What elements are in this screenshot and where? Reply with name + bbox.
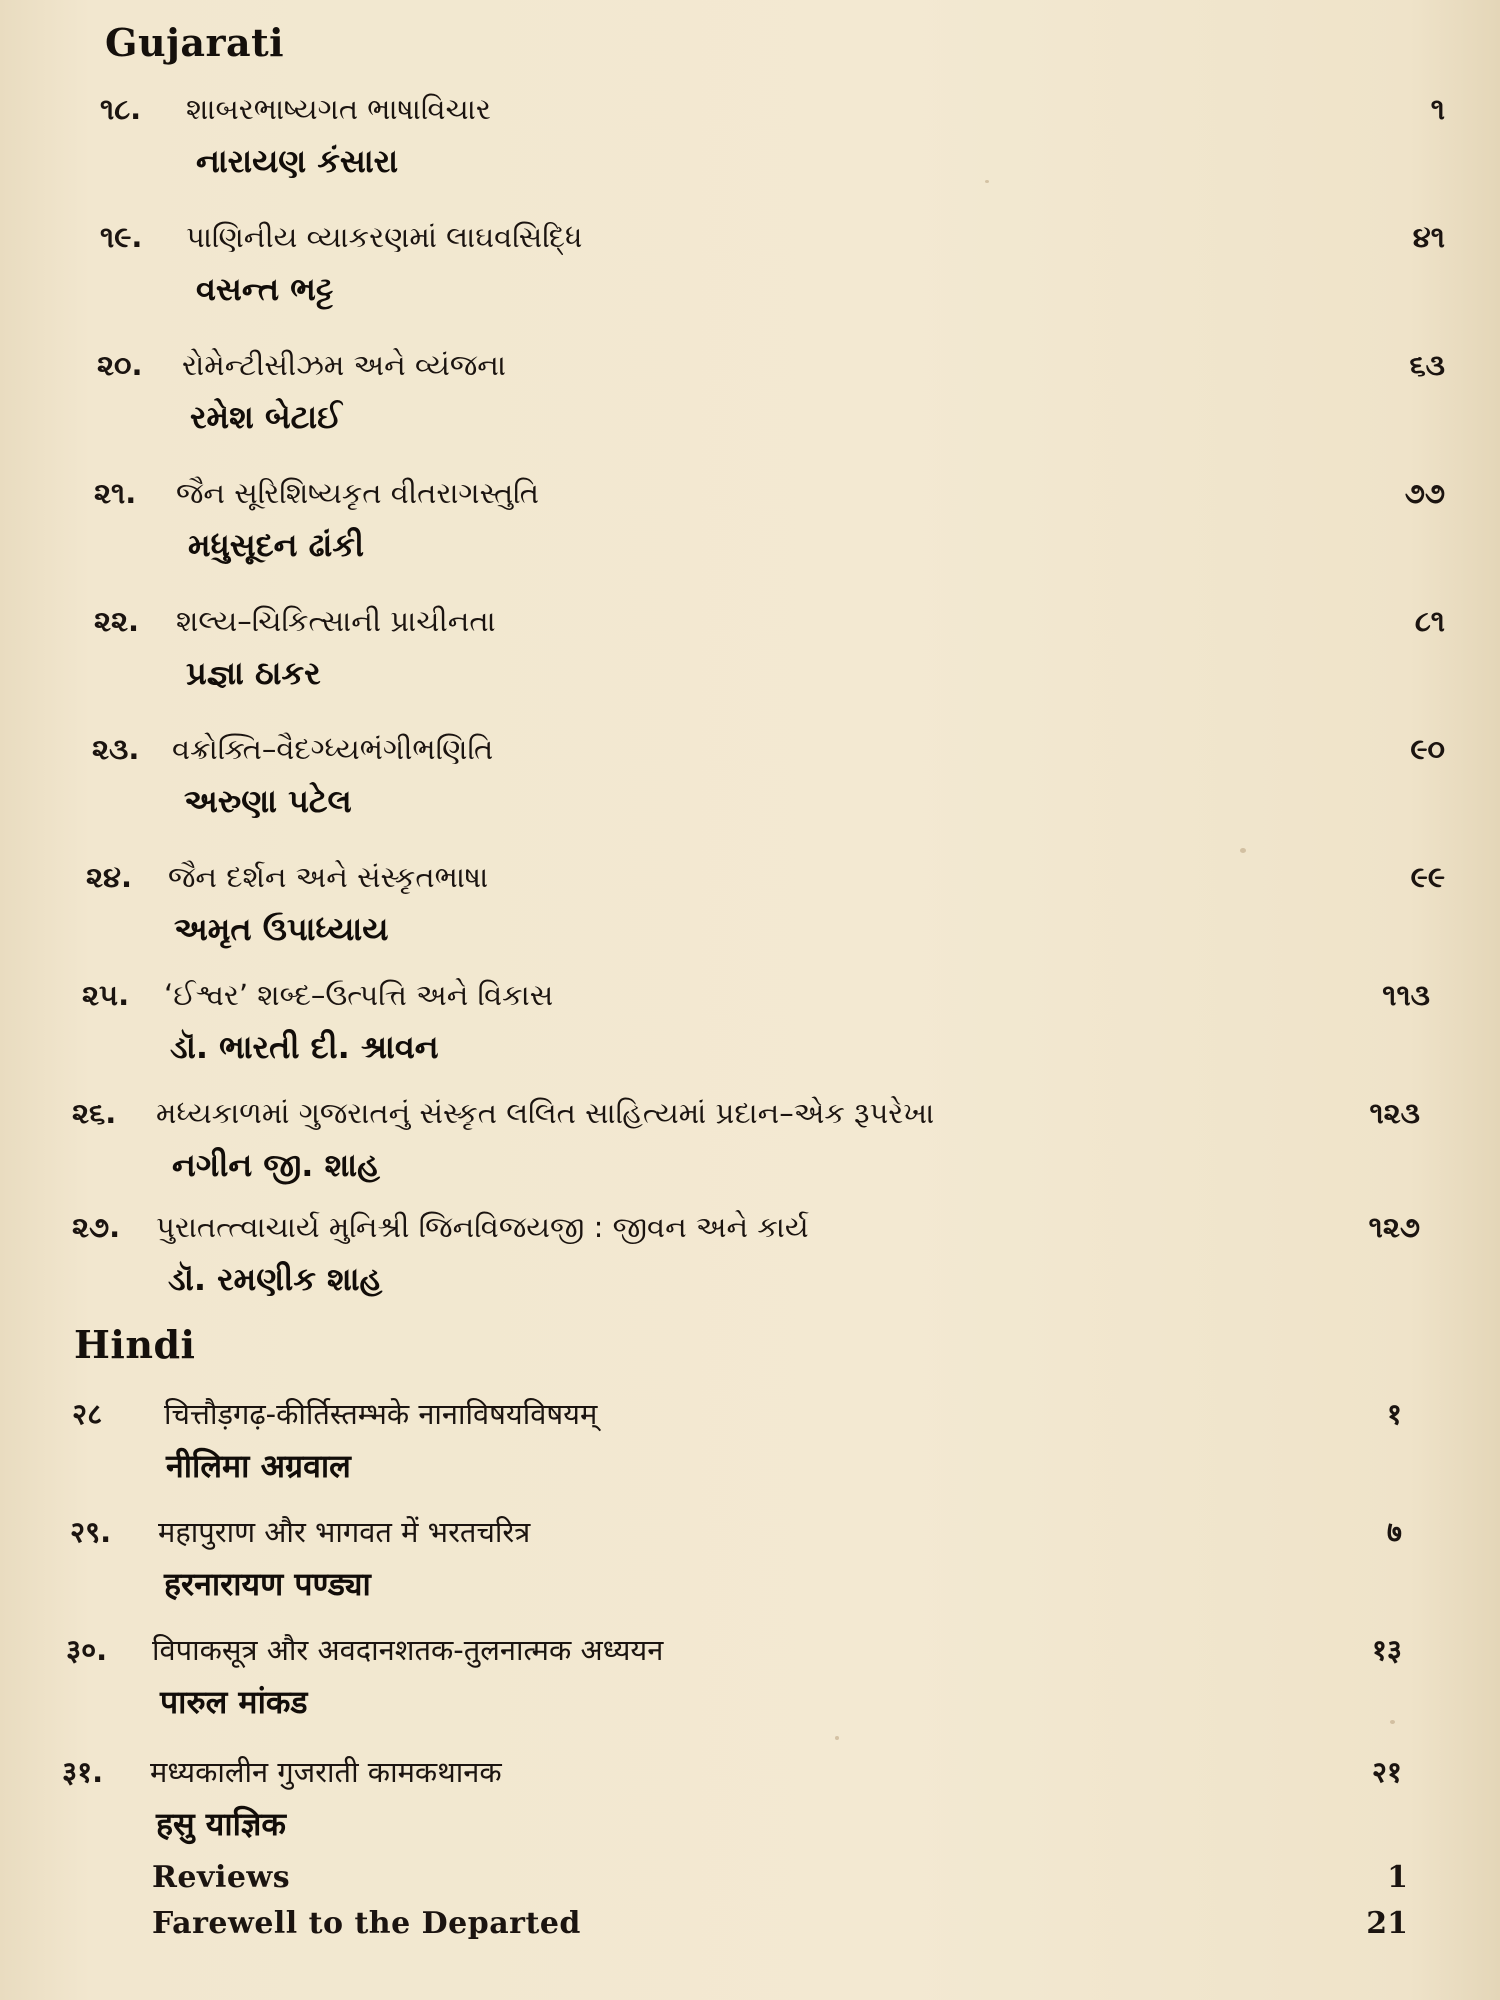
end-matter-label: Reviews	[152, 1860, 291, 1895]
entry-title: જૈન સૂરિશિષ્યકૃત વીતરાગસ્તુતિ	[176, 476, 539, 510]
toc-entry	[0, 348, 1500, 458]
entry-number: ૨૭.	[72, 1210, 121, 1244]
toc-entry	[0, 1096, 1500, 1206]
toc-entry	[0, 1752, 1500, 1862]
entry-page: ૧૨૭	[1368, 1210, 1420, 1244]
toc-entry	[0, 1394, 1500, 1504]
entry-author: ડૉ. રમણીક શાહ	[168, 1260, 383, 1298]
entry-title: જૈન દર્શન અને સંસ્કૃતભાષા	[168, 860, 489, 894]
entry-author: અરુણા પટેલ	[184, 782, 352, 820]
entry-author: મધુસૂદન ઢાંકી	[188, 526, 365, 564]
end-matter-row	[0, 1906, 1500, 1950]
end-matter-row	[0, 1860, 1500, 1904]
entry-author: हरनारायण पण्ड्या	[164, 1565, 371, 1603]
end-matter-label: Farewell to the Departed	[152, 1906, 581, 1941]
entry-page: ૧૨૩	[1369, 1096, 1420, 1130]
toc-entry	[0, 92, 1500, 202]
toc-entry	[0, 1512, 1500, 1622]
toc-entry	[0, 1210, 1500, 1320]
section-heading-hindi: Hindi	[74, 1322, 196, 1367]
paper-speck	[835, 1736, 839, 1740]
entry-author: પ્રજ્ઞા ઠાકર	[186, 654, 321, 692]
entry-page: २१	[1371, 1755, 1402, 1789]
toc-entry	[0, 860, 1500, 970]
entry-author: ડૉ. ભારતી દી. શ્રાવન	[170, 1028, 439, 1066]
section-heading-gujarati: Gujarati	[105, 20, 285, 65]
paper-speck	[1390, 1720, 1395, 1724]
entry-page: ૧	[1430, 92, 1445, 126]
entry-title: રોમેન્ટીસીઝમ અને વ્યંજના	[182, 348, 507, 382]
toc-entry	[0, 604, 1500, 714]
entry-number: ૨૦.	[97, 348, 143, 382]
entry-number: ૨૫.	[82, 978, 130, 1012]
entry-title: મધ્યકાળમાં ગુજરાતનું સંસ્કૃત લલિત સાહિત્યમાં પ્રદાન–એક રૂપરેખા	[156, 1096, 935, 1130]
entry-author: અમૃત ઉપાધ્યાય	[174, 910, 389, 948]
entry-title: विपाकसूत्र और अवदानशतक-तुलनात्मक अध्ययन	[152, 1633, 664, 1667]
entry-title: પાણિનીય વ્યાકરણમાં લાઘવસિદ્ધિ	[186, 220, 583, 254]
toc-entry	[0, 1630, 1500, 1740]
entry-page: १	[1386, 1397, 1402, 1431]
entry-title: શાબરભાષ્યગત ભાષાવિચાર	[186, 92, 491, 126]
entry-number: ३०.	[66, 1633, 108, 1667]
toc-entry	[0, 978, 1500, 1088]
entry-title: चित्तौड़गढ़-कीर्तिस्तम्भके नानाविषयविषयम्	[164, 1397, 598, 1431]
entry-number: ૨૩.	[92, 732, 140, 766]
entry-author: हसु याज्ञिक	[156, 1805, 286, 1843]
paper-speck	[1240, 848, 1246, 853]
entry-author: વસન્ત ભટ્ટ	[196, 270, 334, 308]
entry-author: રમેશ બેટાઈ	[190, 398, 342, 436]
entry-page: ૮૧	[1414, 604, 1445, 638]
entry-page: ૬૩	[1409, 348, 1445, 382]
entry-number: ૧૯.	[100, 220, 143, 254]
entry-page: १३	[1371, 1633, 1402, 1667]
toc-entry	[0, 476, 1500, 586]
toc-entry	[0, 220, 1500, 330]
end-matter-page: 1	[1387, 1860, 1408, 1895]
entry-number: ૧૮.	[100, 92, 142, 126]
entry-number: ૨૨.	[94, 604, 140, 638]
entry-page: ૭૭	[1404, 476, 1445, 510]
entry-number: २९.	[70, 1515, 112, 1549]
entry-page: ૯૯	[1410, 860, 1445, 894]
entry-title: પુરાતત્ત્વાચાર્ય મુનિશ્રી જિનવિજયજી : જીવન અને કાર્ય	[156, 1210, 809, 1244]
entry-title: શલ્ય–ચિકિત્સાની પ્રાચીનતા	[176, 604, 496, 638]
entry-number: ૨૪.	[86, 860, 133, 894]
entry-author: पारुल मांकड	[160, 1683, 308, 1721]
entry-number: ३१.	[62, 1755, 104, 1789]
entry-title: मध्यकालीन गुजराती कामकथानक	[150, 1755, 502, 1789]
entry-title: महापुराण और भागवत में भरतचरित्र	[158, 1515, 531, 1549]
entry-page: ૧૧૩	[1382, 978, 1430, 1012]
toc-entry	[0, 732, 1500, 842]
end-matter-page: 21	[1366, 1906, 1408, 1941]
entry-title: વક્રોક્તિ–વૈદગ્ધ્યભંગીભણિતિ	[172, 732, 494, 766]
entry-page: ७	[1386, 1515, 1402, 1549]
entry-page: ૯૦	[1410, 732, 1445, 766]
entry-page: ૪૧	[1412, 220, 1445, 254]
entry-author: नीलिमा अग्रवाल	[166, 1447, 351, 1485]
paper-speck	[985, 180, 989, 183]
entry-author: નગીન જી. શાહ	[172, 1146, 380, 1184]
entry-author: નારાયણ કંસારા	[196, 142, 399, 180]
entry-number: ૨૧.	[94, 476, 137, 510]
entry-number: २८	[72, 1397, 103, 1431]
entry-number: ૨૬.	[72, 1096, 117, 1130]
entry-title: ‘ઈશ્વર’ શબ્દ–ઉત્પત્તિ અને વિકાસ	[164, 978, 554, 1012]
